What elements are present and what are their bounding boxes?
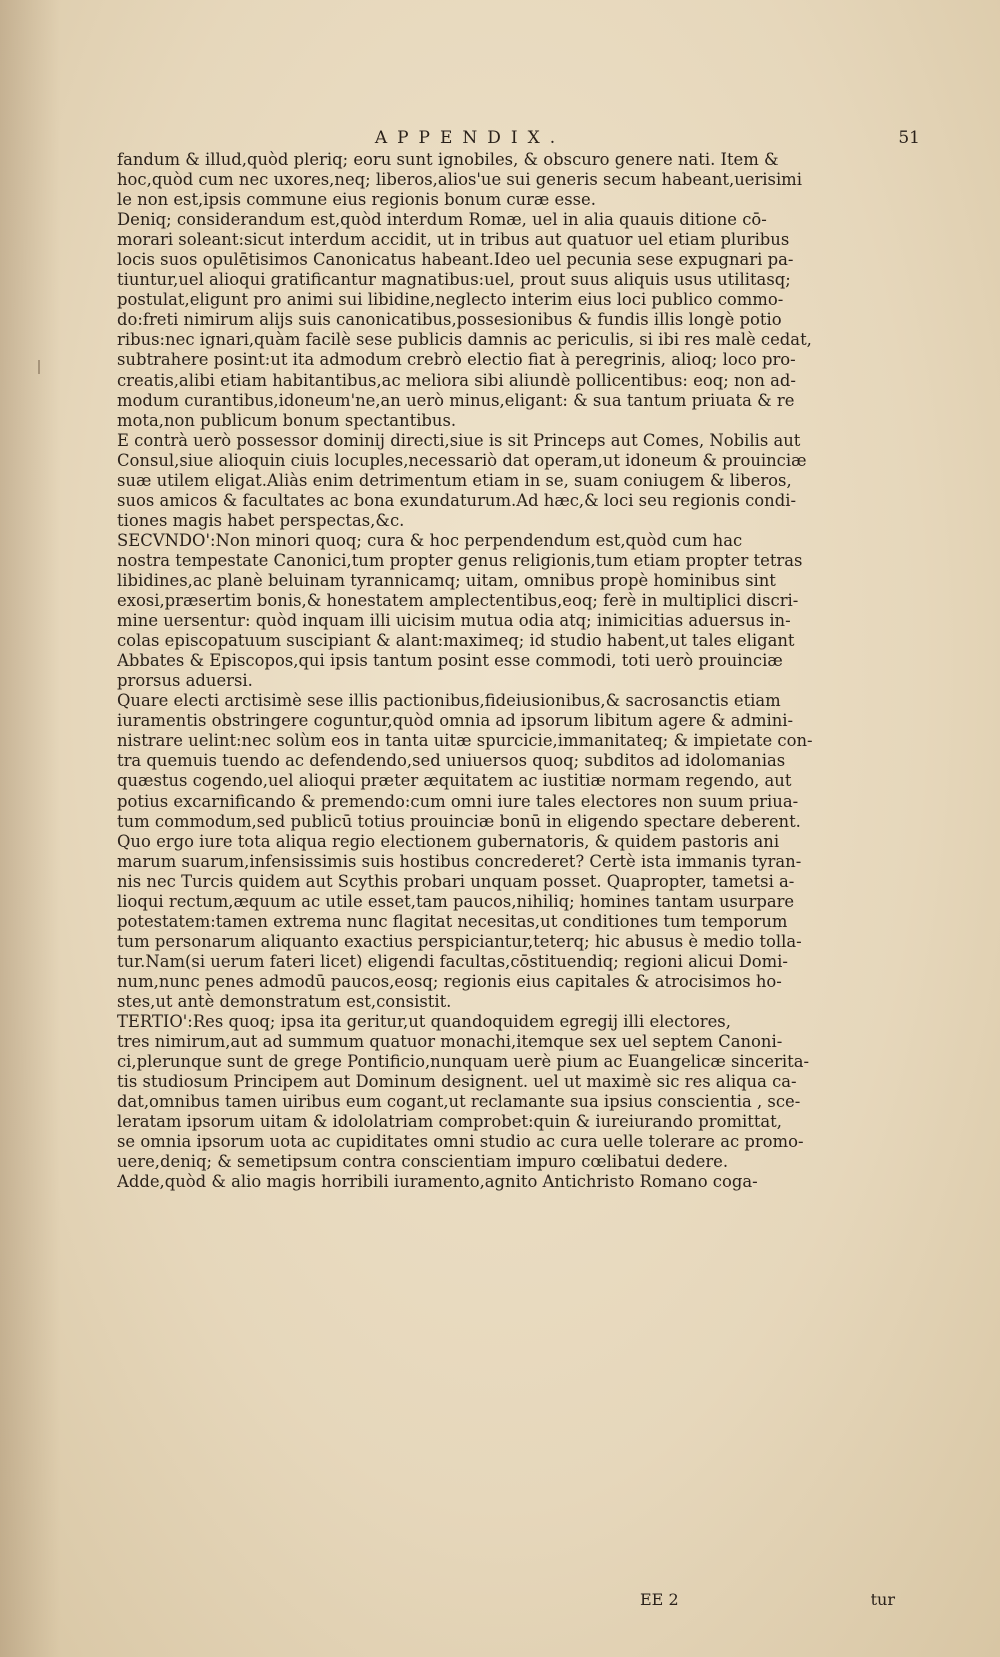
text-line: Quo ergo iure tota aliqua regio electionem gubernatoris, & quidem pastoris ani <box>117 831 780 851</box>
page-footer <box>640 1590 920 1612</box>
text-line: fandum & illud,quòd pleriq; eoru sunt ignobiles, & obscuro genere nati. Item & <box>117 150 779 169</box>
text-line: dat,omnibus tamen uiribus eum cogant,ut reclamante sua ipsius conscientia , sce- <box>117 1092 801 1112</box>
text-line: exosi,præsertim bonis,& honestatem amplectentibus,eoq; ferè in multiplici discri- <box>117 591 799 611</box>
page-gutter-shadow <box>0 0 60 1657</box>
text-line: ribus:nec ignari,quàm facilè sese publicis damnis ac periculis, si ibi res malè cedat, <box>117 330 812 350</box>
text-line: Abbates & Episcopos,qui ipsis tantum posint esse commodi, toti uerò prouinciæ <box>117 651 783 671</box>
text-line: Adde,quòd & alio magis horribili iuramento,agnito Antichristo Romano coga- <box>117 1172 758 1192</box>
text-line: tiones magis habet perspectas,&c. <box>117 510 405 530</box>
text-line: mota,non publicum bonum spectantibus. <box>117 410 457 430</box>
text-line: leratam ipsorum uitam & idololatriam comprobet:quin & iureiurando promittat, <box>117 1112 782 1132</box>
text-line: marum suarum,infensissimis suis hostibus concrederet? Certè ista immanis tyran- <box>117 851 802 871</box>
text-line: quæstus cogendo,uel alioqui præter æquitatem ac iustitiæ normam regendo, aut <box>117 771 792 791</box>
text-line: do:freti nimirum alijs suis canonicatibus,possesionibus & fundis illis longè potio <box>117 310 782 330</box>
text-line: lioqui rectum,æquum ac utile esset,tam paucos,nihiliq; homines tantam usurpare <box>117 891 795 911</box>
text-line: SECVNDO':Non minori quoq; cura & hoc perpendendum est,quòd cum hac <box>117 530 743 550</box>
text-line: iuramentis obstringere coguntur,quòd omnia ad ipsorum libitum agere & admini- <box>117 711 794 731</box>
body-text <box>117 150 902 1192</box>
text-line: potestatem:tamen extrema nunc flagitat necesitas,ut conditiones tum temporum <box>117 911 788 931</box>
text-line: tres nimirum,aut ad summum quatuor monachi,itemque sex uel septem Canoni- <box>117 1032 783 1052</box>
text-line: hoc,quòd cum nec uxores,neq; liberos,alios'ue sui generis secum habeant,uerisimi <box>117 170 802 190</box>
text-line: le non est,ipsis commune eius regionis bonum curæ esse. <box>117 190 596 210</box>
text-line: ci,plerunque sunt de grege Pontificio,nunquam uerè pium ac Euangelicæ sincerita- <box>117 1052 810 1072</box>
text-line: suæ utilem eligat.Aliàs enim detrimentum etiam in se, suam coniugem & liberos, <box>117 470 792 490</box>
signature-mark: EE 2 <box>640 1590 679 1609</box>
text-line: stes,ut antè demonstratum est,consistit. <box>117 991 452 1011</box>
text-line: subtrahere posint:ut ita admodum crebrò electio fiat à peregrinis, alioq; loco pro- <box>117 350 796 370</box>
catchword: tur <box>870 1590 895 1609</box>
text-line: tiuntur,uel alioqui gratificantur magnatibus:uel, prout suus aliquis usus utilitasq; <box>117 270 791 290</box>
text-line: E contrà uerò possessor dominij directi,siue is sit Princeps aut Comes, Nobilis aut <box>117 430 801 450</box>
text-line: postulat,eligunt pro animi sui libidine,neglecto interim eius loci publico commo- <box>117 290 784 310</box>
text-line: uere,deniq; & semetipsum contra conscientiam impuro cœlibatui dedere. <box>117 1152 729 1172</box>
text-line: colas episcopatuum suscipiant & alant:maximeq; id studio habent,ut tales eligant <box>117 631 795 651</box>
text-line: se omnia ipsorum uota ac cupiditates omni studio ac cura uelle tolerare ac promo- <box>117 1132 804 1152</box>
text-line: suos amicos & facultates ac bona exundaturum.Ad hæc,& loci seu regionis condi- <box>117 490 796 510</box>
text-line: nostra tempestate Canonici,tum propter genus religionis,tum etiam propter tetras <box>117 550 803 570</box>
text-line: morari soleant:sicut interdum accidit, ut in tribus aut quatuor uel etiam pluribus <box>117 230 790 250</box>
text-line: tra quemuis tuendo ac defendendo,sed uniuersos quoq; subditos ad idolomanias <box>117 751 786 771</box>
text-line: libidines,ac planè beluinam tyrannicamq; uitam, omnibus propè hominibus sint <box>117 570 776 590</box>
text-line: num,nunc penes admodū paucos,eosq; regionis eius capitales & atrocisimos ho- <box>117 971 782 991</box>
page-number: 51 <box>898 128 920 148</box>
text-line: potius excarnificando & premendo:cum omni iure tales electores non suum priua- <box>117 791 799 811</box>
text-line: TERTIO':Res quoq; ipsa ita geritur,ut quandoquidem egregij illi electores, <box>117 1012 731 1032</box>
text-line: nistrare uelint:nec solùm eos in tanta uitæ spurcicie,immanitateq; & impietate con- <box>117 731 813 751</box>
margin-mark <box>38 360 40 374</box>
text-line: tis studiosum Principem aut Dominum designent. uel ut maximè sic res aliqua ca- <box>117 1072 797 1092</box>
text-line: Consul,siue alioquin ciuis locuples,necessariò dat operam,ut idoneum & prouinciæ <box>117 450 807 470</box>
text-line: nis nec Turcis quidem aut Scythis probari unquam posset. Quapropter, tametsi a- <box>117 871 795 891</box>
text-line: tum personarum aliquanto exactius perspiciantur,teterq; hic abusus è medio tolla- <box>117 931 802 951</box>
running-title: APPENDIX. <box>374 128 566 148</box>
text-line: creatis,alibi etiam habitantibus,ac meliora sibi aliundè pollicentibus: eoq; non ad- <box>117 370 796 390</box>
text-line: locis suos opulētisimos Canonicatus habeant.Ideo uel pecunia sese expugnari pa- <box>117 250 794 270</box>
text-line: prorsus aduersi. <box>117 671 253 691</box>
text-line: Deniq; considerandum est,quòd interdum Romæ, uel in alia quauis ditione cō- <box>117 210 767 230</box>
text-line: Quare electi arctisimè sese illis pactionibus,fideiusionibus,& sacrosanctis etiam <box>117 691 781 711</box>
text-line: modum curantibus,idoneum'ne,an uerò minus,eligant: & sua tantum priuata & re <box>117 390 795 410</box>
text-line: tur.Nam(si uerum fateri licet) eligendi facultas,cōstituendiq; regioni alicui Domi- <box>117 951 788 971</box>
text-line: mine uersentur: quòd inquam illi uicisim mutua odia atq; inimicitias aduersus in- <box>117 611 791 631</box>
text-line: tum commodum,sed publicū totius prouinciæ bonū in eligendo spectare deberent. <box>117 811 801 831</box>
